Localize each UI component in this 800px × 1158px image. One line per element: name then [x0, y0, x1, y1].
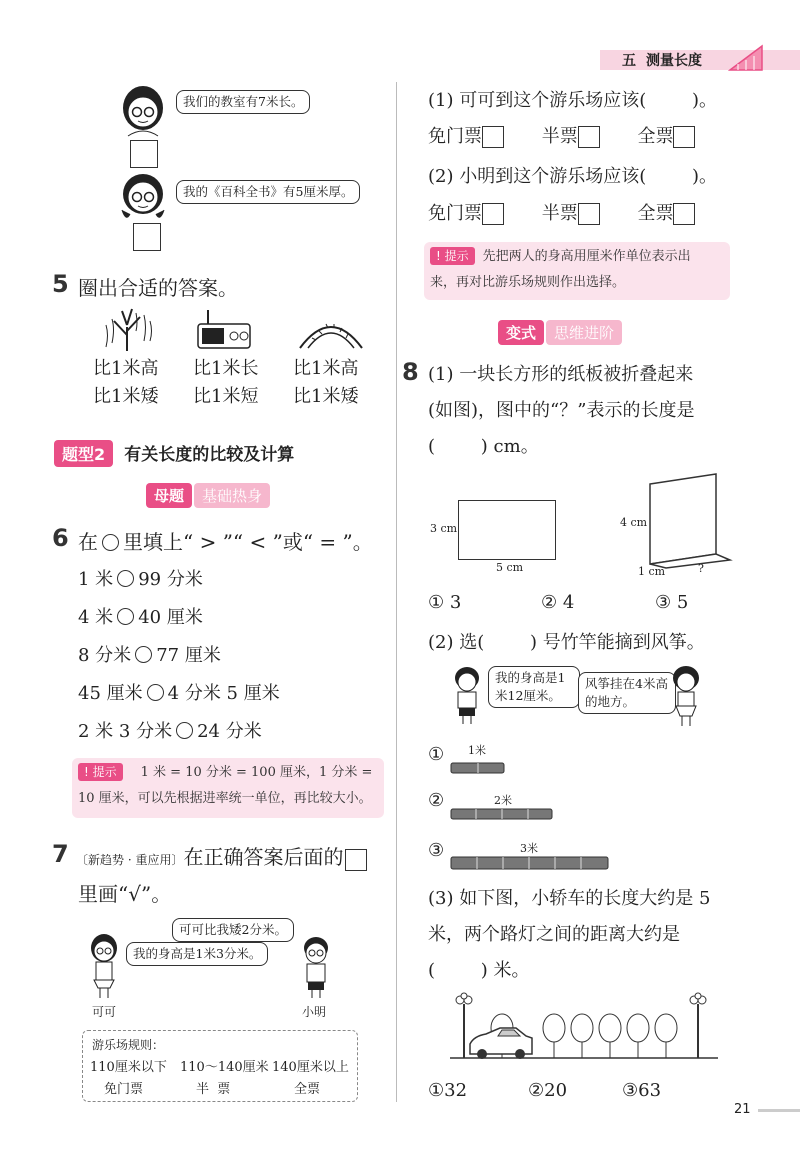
q5-item-2-b[interactable]: 比1米短	[193, 386, 259, 407]
q5-title: 圈出合适的答案。	[78, 276, 238, 300]
q6-row-4-left: 45 厘米	[78, 683, 143, 704]
q7-name-keke: 可可	[92, 1005, 117, 1019]
rules-ticket-2: 半 票	[196, 1082, 231, 1097]
q7-title2: 里画“√”。	[78, 882, 172, 906]
pole-3-bamboo	[450, 854, 610, 872]
q6-row-2-right: 40 厘米	[138, 607, 203, 628]
q7-opt-half: 半票	[541, 203, 578, 224]
pole-1-bamboo	[450, 760, 506, 776]
q8-p2: (2) 选( ) 号竹竿能摘到风筝。	[428, 632, 705, 653]
q8-p3-opt-3[interactable]: ③63	[622, 1080, 662, 1101]
q6-row-4	[78, 679, 280, 705]
q6-tip	[72, 758, 384, 818]
q6-row-2-left: 4 米	[78, 607, 114, 628]
pole-3-number[interactable]: ③	[428, 840, 445, 861]
pole-2-bamboo	[450, 806, 554, 822]
q8-p3-line2: 米，两个路灯之间的距离大约是	[428, 924, 680, 945]
q8-number: 8	[402, 358, 419, 386]
q7-number: 7	[52, 840, 69, 868]
q6-circle-2[interactable]	[117, 608, 134, 625]
q5-item-2-a[interactable]: 比1米长	[193, 358, 259, 379]
mother-label: 母题	[146, 483, 192, 508]
q8-p3-opt-1[interactable]: ①32	[428, 1080, 468, 1101]
q4-answer-box-2[interactable]	[133, 223, 161, 251]
tip-label: ! 提示	[430, 247, 475, 265]
q7-title-box	[345, 849, 367, 871]
mother-heading	[146, 483, 270, 508]
q7-name-xiaoming: 小明	[302, 1005, 327, 1019]
q4-bubble-1: 我们的教室有7米长。	[176, 90, 310, 114]
header-title: 测量长度	[646, 53, 702, 69]
rules-range-1: 110厘米以下	[90, 1060, 167, 1075]
fig-width-label: 5 cm	[496, 561, 524, 574]
q7-tip-line1: 先把两人的身高用厘米作单位表示出	[482, 249, 691, 264]
q8-p1-line2: (如图)，图中的“？”表示的长度是	[428, 400, 695, 421]
fig-height-label: 3 cm	[430, 522, 458, 535]
pole-1-number[interactable]: ①	[428, 744, 445, 765]
ruler-icon	[728, 42, 764, 72]
fig-folded	[644, 472, 734, 572]
q6-row-5-left: 2 米 3 分米	[78, 721, 173, 742]
fig2-question-label: ?	[698, 562, 704, 575]
q6-number: 6	[52, 524, 69, 552]
pole-2-label: 2米	[494, 794, 512, 807]
q4-bubble-2: 我的《百科全书》有5厘米厚。	[176, 180, 360, 204]
q7-tag: 〔新趋势 · 重应用〕	[76, 853, 184, 867]
q6-title-post: 里填上“ > ”“ < ”或“ = ”。	[123, 530, 373, 554]
q6-circle-4[interactable]	[147, 684, 164, 701]
bridge-icon	[298, 312, 364, 350]
variant-sub: 思维进阶	[546, 320, 622, 345]
column-divider	[396, 82, 397, 1102]
mother-sub: 基础热身	[194, 483, 270, 508]
q7-opt-full: 全票	[637, 203, 674, 224]
q7-title-line	[76, 841, 367, 871]
fig2-base-label: 1 cm	[638, 565, 666, 578]
q4-answer-box-1[interactable]	[130, 140, 158, 168]
page-number-rule	[758, 1109, 800, 1112]
girl-illustration	[666, 664, 706, 728]
q7-sub1-box-full[interactable]	[673, 126, 695, 148]
rules-ticket-1: 免门票	[104, 1082, 144, 1097]
q6-circle-3[interactable]	[135, 646, 152, 663]
q8-p3-opt-2[interactable]: ②20	[528, 1080, 568, 1101]
radio-icon	[196, 308, 252, 350]
type-label: 题型2	[54, 440, 113, 467]
q6-row-1-right: 99 分米	[138, 569, 203, 590]
q7-sub2-box-full[interactable]	[673, 203, 695, 225]
q7-sub1-box-free[interactable]	[482, 126, 504, 148]
q7-opt-full: 全票	[637, 126, 674, 147]
q6-circle-5[interactable]	[176, 722, 193, 739]
girl-illustration	[116, 82, 172, 140]
xiaoming-illustration	[296, 934, 336, 1000]
page-number: 21	[734, 1102, 751, 1117]
q6-row-2	[78, 603, 203, 629]
pole-3-label: 3米	[520, 842, 538, 855]
q6-tip-line2: 10 厘米，可以先根据进率统一单位，再比较大小。	[78, 791, 372, 806]
car-icon	[470, 1028, 532, 1059]
q7-opt-free: 免门票	[428, 126, 482, 147]
q5-item-3-b[interactable]: 比1米矮	[293, 386, 359, 407]
q7-bubble-keke: 我的身高是1米3分米。	[126, 942, 268, 966]
q7-sub2-options	[428, 199, 728, 225]
q6-row-1	[78, 565, 203, 591]
fig2-height-label: 4 cm	[620, 516, 648, 529]
q8-p3-line1: (3) 如下图，小轿车的长度大约是 5	[428, 888, 711, 909]
pole-2-number[interactable]: ②	[428, 790, 445, 811]
q7-tip-line2: 来，再对比游乐场规则作出选择。	[430, 275, 626, 290]
q6-title	[78, 526, 373, 555]
q7-opt-free: 免门票	[428, 203, 482, 224]
q7-sub1-options	[428, 122, 728, 148]
q6-row-5	[78, 717, 262, 743]
q6-title-pre: 在	[78, 530, 98, 554]
q6-row-1-left: 1 米	[78, 569, 114, 590]
q7-title: 在正确答案后面的	[183, 845, 344, 869]
q8-p3-line3: ( ) 米。	[428, 960, 530, 981]
q8-p1-line3: ( ) cm。	[428, 436, 539, 457]
q8-p1-line1: (1) 一块长方形的纸板被折叠起来	[428, 364, 694, 385]
rules-range-3: 140厘米以上	[272, 1060, 349, 1075]
rules-title: 游乐场规则：	[92, 1038, 165, 1052]
rules-range-2: 110～140厘米	[180, 1060, 269, 1075]
street-illustration	[450, 992, 720, 1064]
boy-illustration	[448, 664, 486, 726]
q8-p1-opt-2[interactable]: ② 4	[541, 592, 575, 613]
tip-label: ! 提示	[78, 763, 123, 781]
q8-p1-opt-3[interactable]: ③ 5	[655, 592, 689, 613]
q7-tip	[424, 242, 730, 300]
fig-rectangle	[458, 500, 556, 560]
q7-opt-half: 半票	[541, 126, 578, 147]
q7-sub2-box-half[interactable]	[578, 203, 600, 225]
pole-1-label: 1米	[468, 744, 486, 757]
q7-sub2: (2) 小明到这个游乐场应该( )。	[428, 166, 718, 187]
q7-bubble-xiaoming: 可可比我矮2分米。	[172, 918, 294, 942]
q6-circle-1[interactable]	[117, 570, 134, 587]
variant-heading	[498, 320, 622, 345]
type-heading	[54, 440, 294, 467]
q5-item-1-b[interactable]: 比1米矮	[93, 386, 159, 407]
q7-sub1: (1) 可可到这个游乐场应该( )。	[428, 90, 718, 111]
girl-illustration	[116, 170, 172, 226]
rules-ticket-3: 全票	[294, 1082, 321, 1097]
q5-item-1-a[interactable]: 比1米高	[93, 358, 159, 379]
q6-row-3	[78, 641, 221, 667]
variant-label: 变式	[498, 320, 544, 345]
keke-illustration	[84, 932, 124, 1000]
q8-bubble-a: 我的身高是1米12厘米。	[488, 666, 580, 708]
q6-row-3-left: 8 分米	[78, 645, 132, 666]
header-chapter: 五	[622, 53, 636, 69]
q8-p1-opt-1[interactable]: ① 3	[428, 592, 462, 613]
q7-sub1-box-half[interactable]	[578, 126, 600, 148]
type-title: 有关长度的比较及计算	[124, 445, 295, 465]
q5-item-3-a[interactable]: 比1米高	[293, 358, 359, 379]
q8-bubble-b: 风筝挂在4米高的地方。	[578, 672, 676, 714]
q6-row-4-right: 4 分米 5 厘米	[167, 683, 280, 704]
tree-icon	[100, 305, 154, 351]
q5-number: 5	[52, 270, 69, 298]
q6-tip-line1: 1 米 = 10 分米 = 100 厘米，1 分米 =	[140, 765, 373, 780]
q6-row-3-right: 77 厘米	[156, 645, 221, 666]
circle-icon	[102, 534, 119, 551]
q6-row-5-right: 24 分米	[197, 721, 262, 742]
q7-sub2-box-free[interactable]	[482, 203, 504, 225]
